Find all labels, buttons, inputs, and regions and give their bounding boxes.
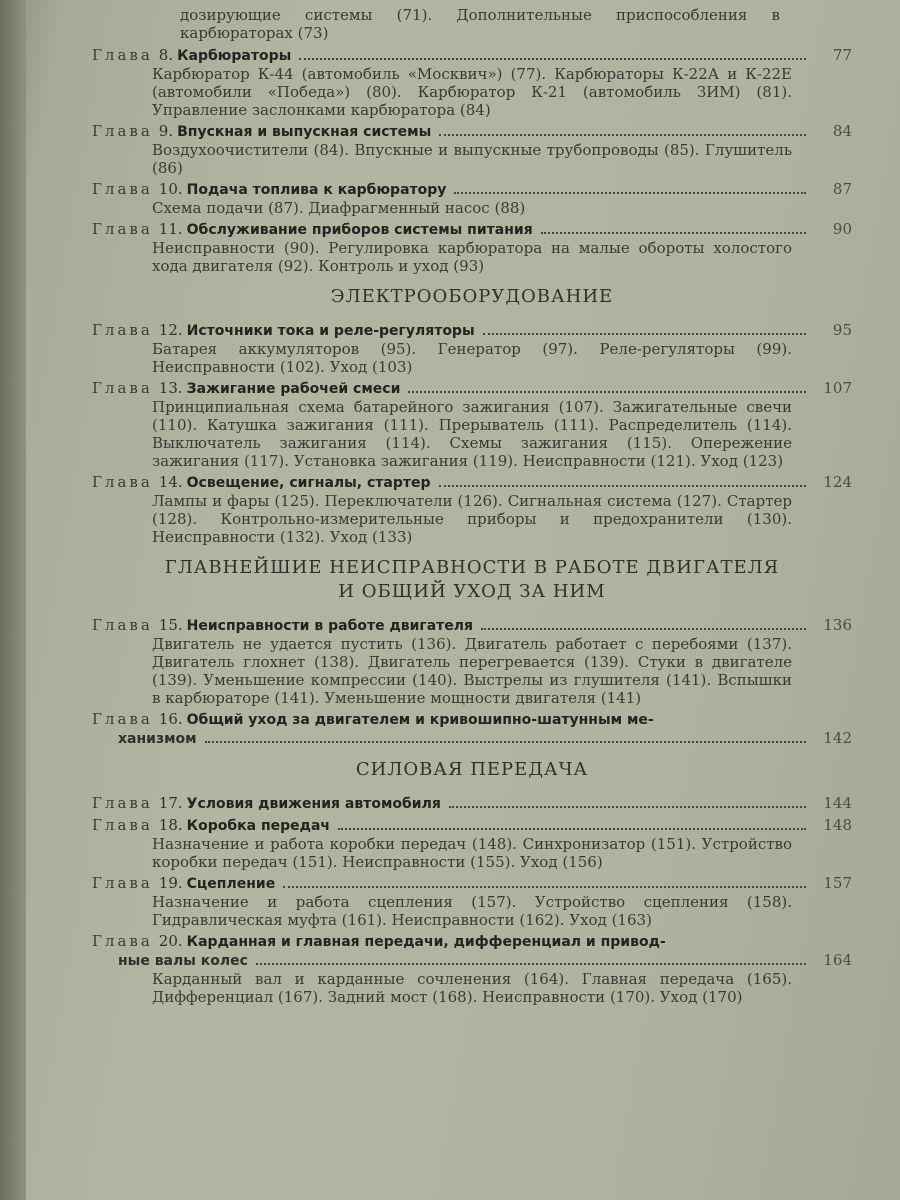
chapter-entry [92, 710, 852, 748]
chapter-title: Обслуживание приборов системы питания [186, 222, 533, 238]
chapter-number: 18. [158, 816, 183, 834]
chapter-word: Глава [92, 122, 153, 140]
chapter-entry [92, 794, 852, 813]
chapter-title-continued: ханизмом [118, 731, 197, 747]
chapter-title: Карданная и главная передачи, дифференциал и привод- [186, 934, 666, 950]
leader-dots [408, 390, 806, 393]
chapter-topics: Назначение и работа сцепления (157). Устройство сцепления (158). Гидравлическая муфта (161). Неисправности (162). Уход (163) [152, 893, 792, 929]
chapter-number: 16. [158, 710, 183, 728]
page-number: 164 [823, 951, 852, 969]
chapter-title: Карбюраторы [177, 48, 292, 64]
chapter-title: Зажигание рабочей смеси [186, 381, 401, 397]
page-number: 136 [823, 616, 852, 634]
chapter-number: 12. [158, 321, 183, 339]
chapter-word: Глава [92, 321, 153, 339]
continuation-text: дозирующие системы (71). Дополнительные приспособления в карбюраторах (73) [180, 6, 780, 42]
leader-dots [481, 627, 806, 630]
chapter-entry [92, 874, 852, 929]
chapter-group-faults [92, 616, 852, 748]
chapter-number: 9. [158, 122, 174, 140]
leader-dots [483, 332, 806, 335]
leader-dots [541, 231, 806, 234]
page-number: 95 [832, 321, 852, 339]
chapter-entry [92, 473, 852, 546]
chapter-word: Глава [92, 932, 153, 950]
chapter-title: Неисправности в работе двигателя [186, 618, 474, 634]
chapter-number: 14. [158, 473, 183, 491]
chapter-word: Глава [92, 46, 153, 64]
book-spine [0, 0, 26, 1200]
chapter-group-electro [92, 321, 852, 546]
chapter-number: 15. [158, 616, 183, 634]
chapter-entry [92, 616, 852, 707]
chapter-entry [92, 220, 852, 275]
chapter-entry [92, 46, 852, 119]
table-of-contents [92, 6, 852, 1009]
chapter-word: Глава [92, 794, 153, 812]
chapter-entry [92, 816, 852, 871]
leader-dots [299, 57, 806, 60]
page-number: 124 [823, 473, 852, 491]
leader-dots [449, 805, 806, 808]
chapter-topics: Двигатель не удается пустить (136). Двигатель работает с перебоями (137). Двигатель глохнет (138). Двигатель перегревается (139). Стуки в двигателе (139). Уменьшение компрессии (140). Выстрелы из глушителя (141). Вспышки в карбюраторе (141). Уменьшение мощности двигателя (141) [152, 635, 792, 707]
chapter-title: Сцепление [186, 876, 276, 892]
page-number: 148 [823, 816, 852, 834]
page-number: 84 [832, 122, 852, 140]
chapter-word: Глава [92, 379, 153, 397]
chapter-group-fuel [92, 46, 852, 275]
chapter-topics: Воздухоочистители (84). Впускные и выпускные трубопроводы (85). Глушитель (86) [152, 141, 792, 177]
chapter-title: Впускная и выпускная системы [177, 124, 432, 140]
section-heading-faults-line2: И ОБЩИЙ УХОД ЗА НИМ [338, 581, 606, 602]
page-number: 87 [832, 180, 852, 198]
chapter-title: Коробка передач [186, 818, 331, 834]
leader-dots [439, 133, 806, 136]
chapter-topics: Схема подачи (87). Диафрагменный насос (88) [152, 199, 526, 217]
chapter-entry [92, 932, 852, 1006]
chapter-word: Глава [92, 710, 153, 728]
chapter-number: 10. [158, 180, 183, 198]
page-number: 77 [832, 46, 852, 64]
section-heading-faults [92, 556, 852, 604]
leader-dots [256, 962, 806, 965]
leader-dots [283, 885, 806, 888]
page-number: 107 [823, 379, 852, 397]
chapter-title: Условия движения автомобиля [186, 796, 441, 812]
chapter-word: Глава [92, 220, 153, 238]
chapter-topics: Лампы и фары (125). Переключатели (126). Сигнальная система (127). Стартер (128). Контрольно-измерительные приборы и предохранители (130). Неисправности (132). Уход (133) [152, 492, 792, 546]
section-heading-electro: ЭЛЕКТРООБОРУДОВАНИЕ [330, 286, 614, 307]
chapter-word: Глава [92, 180, 153, 198]
page-number: 142 [823, 729, 852, 747]
chapter-title: Общий уход за двигателем и кривошипно-шатунным ме- [186, 712, 654, 728]
chapter-number: 11. [158, 220, 183, 238]
chapter-group-power [92, 794, 852, 1006]
chapter-topics: Неисправности (90). Регулировка карбюратора на малые обороты холостого хода двигателя (92). Контроль и уход (93) [152, 239, 792, 275]
chapter-topics: Принципиальная схема батарейного зажигания (107). Зажигательные свечи (110). Катушка зажигания (111). Прерыватель (111). Распределитель (114). Выключатель зажигания (114). Схемы зажигания (115). Опережение зажигания (117). Установка зажигания (119). Неисправности (121). Уход (123) [152, 398, 792, 470]
chapter-number: 13. [158, 379, 183, 397]
chapter-topics: Карданный вал и карданные сочленения (164). Главная передача (165). Дифференциал (167). Задний мост (168). Неисправности (170). Уход (170) [152, 970, 792, 1006]
section-heading-power: СИЛОВАЯ ПЕРЕДАЧА [355, 759, 589, 780]
chapter-topics: Назначение и работа коробки передач (148). Синхронизатор (151). Устройство коробки передач (151). Неисправности (155). Уход (156) [152, 835, 792, 871]
chapter-number: 17. [158, 794, 183, 812]
chapter-number: 8. [158, 46, 174, 64]
chapter-title-continued: ные валы колес [118, 953, 248, 969]
section-heading-faults-line1: ГЛАВНЕЙШИЕ НЕИСПРАВНОСТИ В РАБОТЕ ДВИГАТЕЛЯ [164, 557, 780, 578]
leader-dots [338, 827, 806, 830]
leader-dots [439, 484, 806, 487]
page-number: 157 [823, 874, 852, 892]
chapter-topics: Карбюратор К-44 (автомобиль «Москвич») (77). Карбюраторы К-22А и К-22Е (автомобили «Победа») (80). Карбюратор К-21 (автомобиль ЗИМ) (81). Управление заслонками карбюратора (84) [152, 65, 792, 119]
chapter-word: Глава [92, 616, 153, 634]
page-number: 144 [823, 794, 852, 812]
chapter-word: Глава [92, 816, 153, 834]
chapter-topics: Батарея аккумуляторов (95). Генератор (97). Реле-регуляторы (99). Неисправности (102). Уход (103) [152, 340, 792, 376]
leader-dots [205, 740, 806, 743]
chapter-entry [92, 379, 852, 470]
chapter-title: Источники тока и реле-регуляторы [186, 323, 475, 339]
leader-dots [454, 191, 806, 194]
chapter-number: 19. [158, 874, 183, 892]
chapter-entry [92, 321, 852, 376]
chapter-title: Освещение, сигналы, стартер [186, 475, 431, 491]
page-number: 90 [832, 220, 852, 238]
chapter-entry [92, 180, 852, 217]
chapter-number: 20. [158, 932, 183, 950]
chapter-word: Глава [92, 874, 153, 892]
chapter-word: Глава [92, 473, 153, 491]
chapter-title: Подача топлива к карбюратору [186, 182, 447, 198]
chapter-entry [92, 122, 852, 177]
